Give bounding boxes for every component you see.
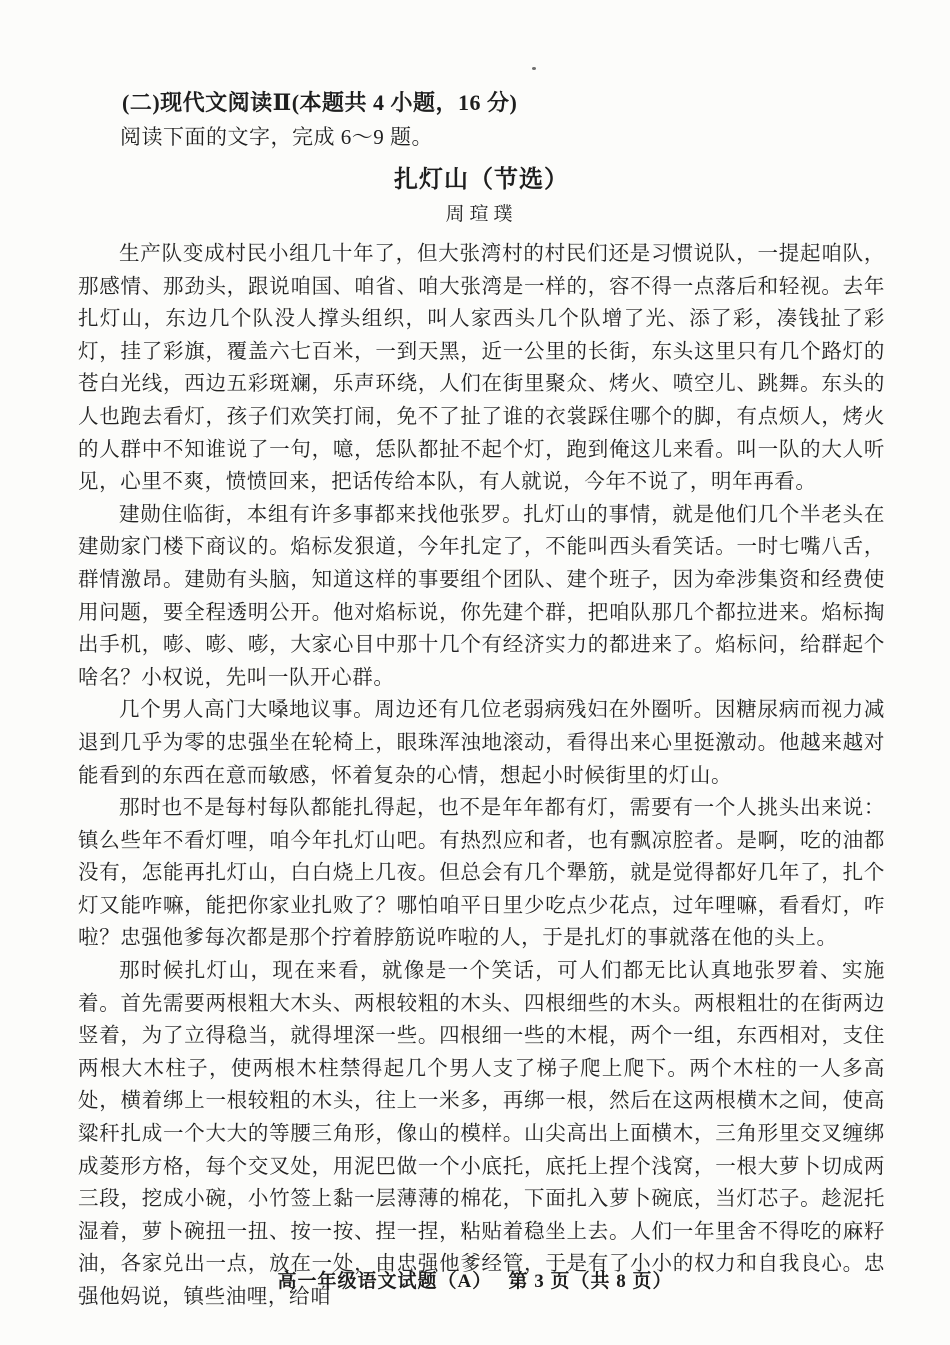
passage-paragraph-5: 那时候扎灯山，现在来看，就像是一个笑话，可人们都无比认真地张罗着、实施着。首先需要两根粗大木头、两根较粗的木头、四根细些的木头。两根粗壮的在街两边竖着，为了立得稳当，就得埋深一些。四根细一些的木棍，两个一组，东西相对，支住两根大木柱子，使两根木柱禁得起几个男人支了梯子爬上爬下。两个木柱的一人多高处，横着绑上一根较粗的木头，往上一米多，再绑一根，然后在这两根横木之间，使高粱秆扎成一个大大的等腰三角形，像山的模样。山尖高出上面横木，三角形里交叉缠绑成菱形方格，每个交叉处，用泥巴做一个小底托，底托上捏个浅窝，一根大萝卜切成两三段，挖成小碗，小竹签上黏一层薄薄的棉花，下面扎入萝卜碗底，当灯芯子。趁泥托湿着，萝卜碗扭一扭、按一按、捏一捏，粘贴着稳坐上去。人们一年里舍不得吃的麻籽油，各家兑出一点，放在一处，由忠强他爹经管，于是有了小小的权力和自我良心。忠强他妈说，镇些油哩，给咱: [78, 960, 885, 1308]
passage-title: 扎灯山（节选）: [394, 167, 569, 193]
scan-speck: [532, 67, 536, 70]
section-header: (二)现代文阅读Ⅱ(本题共 4 小题，16 分): [122, 90, 518, 115]
text-block: [78, 86, 885, 1314]
passage-paragraph-1: 生产队变成村民小组几十年了，但大张湾村的村民们还是习惯说队，一提起咱队，那感情、那劲头，跟说咱国、咱省、咱大张湾是一样的，容不得一点落后和轻视。去年扎灯山，东边几个队没人撑头组织，叫人家西头几个队增了光、添了彩，凑钱扯了彩灯，挂了彩旗，覆盖六七百米，一到天黑，近一公里的长街，东头这里只有几个路灯的苍白光线，西边五彩斑斓，乐声环绕，人们在街里聚众、烤火、喷空儿、跳舞。东头的人也跑去看灯，孩子们欢笑打闹，免不了扯了谁的衣裳踩住哪个的脚，有点烦人，烤火的人群中不知谁说了一句，噫，恁队都扯不起个灯，跑到俺这儿来看。叫一队的大人听见，心里不爽，愤愤回来，把话传给本队，有人就说，今年不说了，明年再看。: [78, 243, 885, 494]
passage-body: [78, 238, 885, 1314]
reading-instruction: 阅读下面的文字，完成 6～9 题。: [120, 125, 433, 149]
page-footer: 高一年级语文试题（A） 第 3 页（共 8 页）: [277, 1271, 673, 1292]
passage-paragraph-4: 那时也不是每村每队都能扎得起，也不是年年都有灯，需要有一个人挑头出来说：镇么些年不看灯哩，咱今年扎灯山吧。有热烈应和者，也有飘凉腔者。是啊，吃的油都没有，怎能再扎灯山，白白烧上几夜。但总会有几个犟筋，就是觉得都好几年了，扎个灯又能咋嘛，能把你家业扎败了？哪怕咱平日里少吃点少花点，过年哩嘛，看看灯，咋啦？忠强他爹每次都是那个拧着脖筋说咋啦的人，于是扎灯的事就落在他的头上。: [78, 797, 885, 950]
passage-paragraph-3: 几个男人高门大嗓地议事。周边还有几位老弱病残妇在外圈听。因糖尿病而视力减退到几乎为零的忠强坐在轮椅上，眼珠浑浊地滚动，看得出来心里挺激动。他越来越对能看到的东西在意而敏感，怀着复杂的心情，想起小时候街里的灯山。: [78, 699, 885, 787]
passage-paragraph-2: 建勋住临街，本组有许多事都来找他张罗。扎灯山的事情，就是他们几个半老头在建勋家门楼下商议的。焰标发狠道，今年扎定了，不能叫西头看笑话。一时七嘴八舌，群情激昂。建勋有头脑，知道这样的事要组个团队、建个班子，因为牵涉集资和经费使用问题，要全程透明公开。他对焰标说，你先建个群，把咱队那几个都拉进来。焰标掏出手机，嘭、嘭、嘭，大家心目中那十几个有经济实力的都进来了。焰标问，给群起个啥名？小权说，先叫一队开心群。: [78, 503, 885, 689]
passage-author: 周瑄璞: [445, 204, 518, 225]
